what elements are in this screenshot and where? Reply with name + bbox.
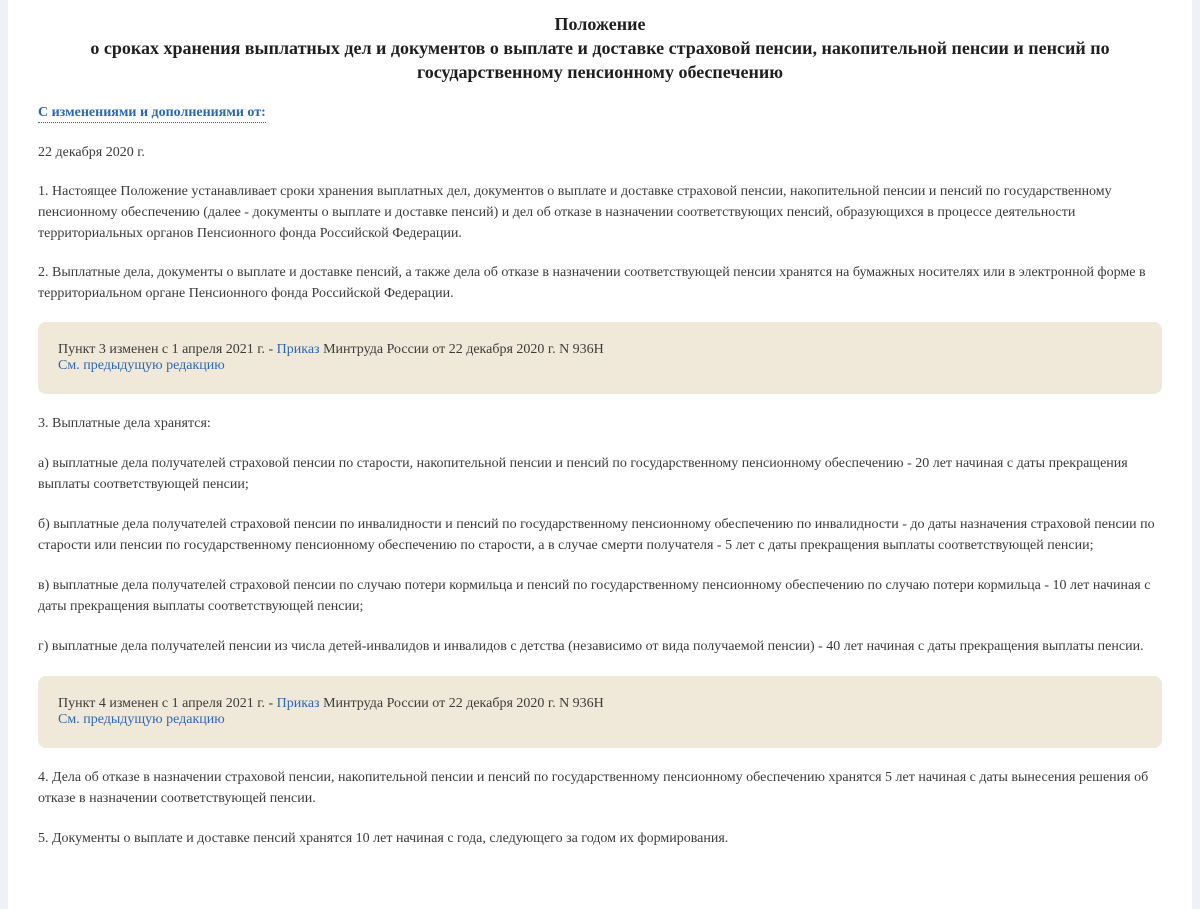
change-date: 22 декабря 2020 г. — [38, 145, 145, 160]
paragraph-5: 5. Документы о выплате и доставке пенсий хранятся 10 лет начиная с года, следующего за годом их формирования. — [38, 831, 729, 846]
paragraph-3a: а) выплатные дела получателей страховой пенсии по старости, накопительной пенсии и пенсий по государственному пенсионному обеспечению - 20 лет начиная с даты прекращения выплаты соответствующей пенсии; — [38, 456, 1128, 492]
amendment-note-item-4 — [38, 676, 1162, 748]
document-title — [38, 0, 1162, 84]
paragraph-1: 1. Настоящее Положение устанавливает сроки хранения выплатных дел, документов о выплате и доставке страховой пенсии, накопительной пенсии и пенсий по государственному пенсионному обеспечению (далее - документы о выплате и доставке пенсий) и дел об отказе в назначении соответствующих пенсий, образующихся в процессе деятельности территориальных органов Пенсионного фонда Российской Федерации. — [38, 184, 1112, 241]
amendment-note-text — [58, 696, 1142, 712]
paragraph-3v: в) выплатные дела получателей страховой пенсии по случаю потери кормильца и пенсий по государственному пенсионному обеспечению по случаю потери кормильца - 10 лет начиная с даты прекращения выплаты соответствующей пенсии; — [38, 578, 1151, 614]
title-line-1: Положение — [554, 14, 646, 34]
paragraph-3g: г) выплатные дела получателей пенсии из числа детей-инвалидов и инвалидов с детства (независимо от вида получаемой пенсии) - 40 лет начиная с даты прекращения выплаты пенсии. — [38, 639, 1144, 654]
paragraph-4: 4. Дела об отказе в назначении страховой пенсии, накопительной пенсии и пенсий по государственному пенсионному обеспечению хранятся 5 лет начиная с даты вынесения решения об отказе в назначении соответствующей пенсии. — [38, 770, 1149, 806]
document-page — [8, 0, 1192, 909]
amendment-note-item-3 — [38, 322, 1162, 394]
amendment-note-suffix: Минтруда России от 22 декабря 2020 г. N 936Н — [319, 696, 604, 711]
previous-version-link[interactable]: См. предыдущую редакцию — [58, 358, 225, 373]
previous-version-link[interactable]: См. предыдущую редакцию — [58, 712, 225, 727]
amendment-note-suffix: Минтруда России от 22 декабря 2020 г. N 936Н — [319, 342, 604, 357]
title-line-3: государственному пенсионному обеспечению — [417, 62, 783, 82]
amendment-note-prefix: Пункт 4 изменен с 1 апреля 2021 г. - — [58, 696, 277, 711]
changes-history-link[interactable]: С изменениями и дополнениями от: — [38, 104, 266, 123]
order-link[interactable]: Приказ — [276, 696, 320, 711]
amendment-note-prefix: Пункт 3 изменен с 1 апреля 2021 г. - — [58, 342, 277, 357]
order-link[interactable]: Приказ — [276, 342, 320, 357]
title-line-2: о сроках хранения выплатных дел и документов о выплате и доставке страховой пенсии, накопительной пенсии и пенсий по — [90, 38, 1110, 58]
amendment-note-text — [58, 342, 1142, 358]
paragraph-3: 3. Выплатные дела хранятся: — [38, 416, 211, 431]
paragraph-3b: б) выплатные дела получателей страховой пенсии по инвалидности и пенсий по государственному пенсионному обеспечению по инвалидности - до даты назначения страховой пенсии по старости или пенсии по государственному пенсионному обеспечению по старости, а в случае смерти получателя - 5 лет с даты прекращения выплаты соответствующей пенсии; — [38, 517, 1155, 553]
paragraph-2: 2. Выплатные дела, документы о выплате и доставке пенсий, а также дела об отказе в назначении соответствующей пенсии хранятся на бумажных носителях или в электронной форме в территориальном органе Пенсионного фонда Российской Федерации. — [38, 265, 1146, 301]
